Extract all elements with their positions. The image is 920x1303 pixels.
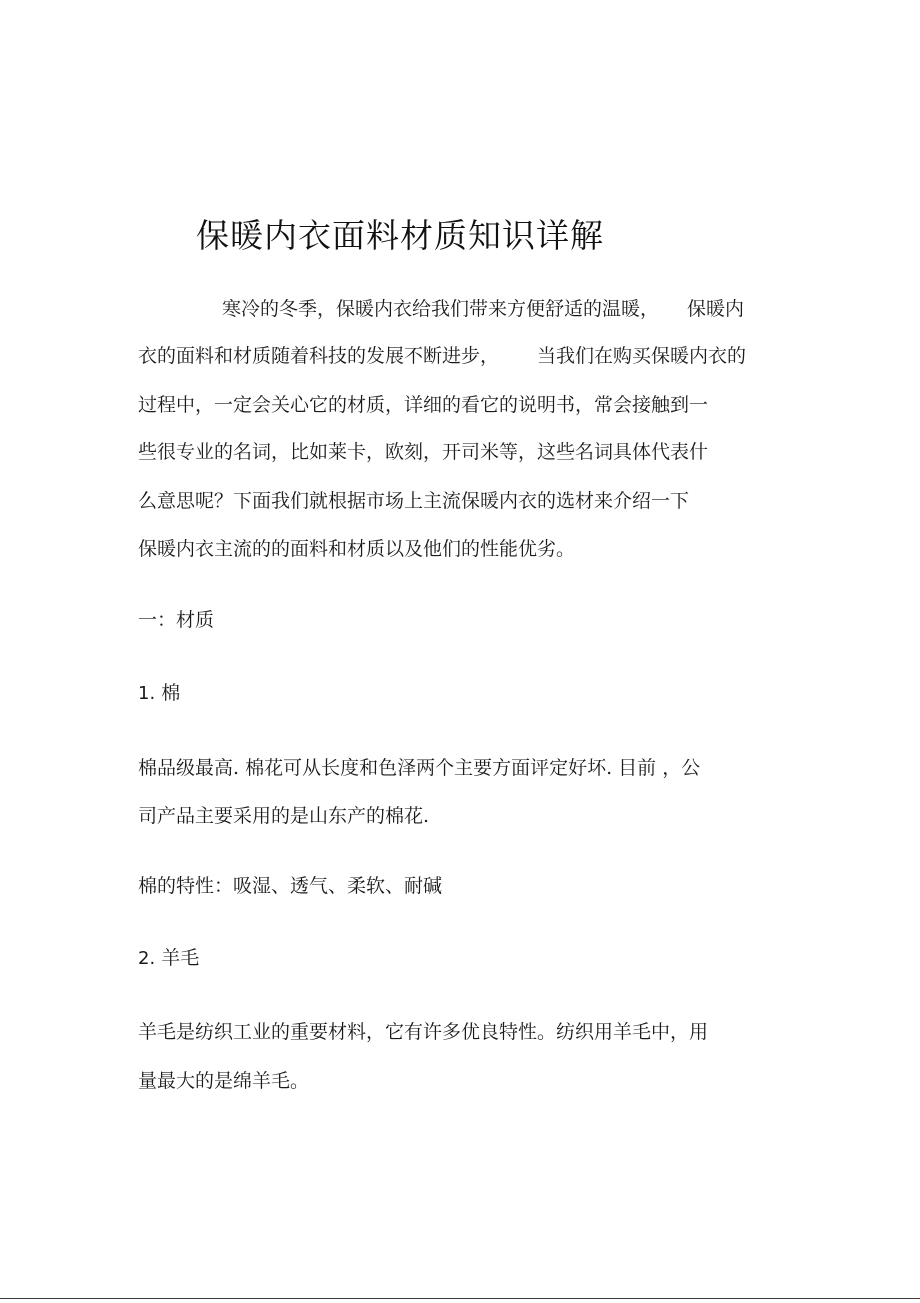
section-heading-materials: 一：材质 — [138, 609, 215, 631]
intro-line-5: 么意思呢？下面我们就根据市场上主流保暖内衣的选材来介绍一下 — [138, 490, 690, 512]
page-bottom-rule — [0, 1298, 920, 1299]
intro-line-4: 些很专业的名词，比如莱卡，欧刻，开司米等，这些名词具体代表什 — [138, 441, 709, 463]
item-number: 2. — [138, 948, 156, 969]
cotton-traits: 棉的特性：吸湿、透气、柔软、耐碱 — [138, 875, 443, 897]
intro-line-1-part-b: 保暖内 — [687, 298, 745, 320]
item-heading-cotton — [138, 680, 180, 707]
wool-desc-line-2: 量最大的是绵羊毛。 — [138, 1070, 310, 1092]
intro-line-6: 保暖内衣主流的的面料和材质以及他们的性能优劣。 — [138, 538, 576, 560]
wool-desc-line-1: 羊毛是纺织工业的重要材料，它有许多优良特性。纺织用羊毛中，用 — [138, 1021, 709, 1043]
intro-line-2-part-b: 当我们在购买保暖内衣的 — [537, 345, 747, 367]
intro-line-2 — [138, 343, 746, 369]
item-name: 棉 — [161, 682, 181, 704]
cotton-desc-line-1: 棉品级最高. 棉花可从长度和色泽两个主要方面评定好坏. 目前 ，公 — [138, 757, 701, 779]
document-title: 保暖内衣面料材质知识详解 — [196, 216, 604, 255]
intro-line-1 — [222, 296, 744, 322]
item-number: 1. — [138, 683, 156, 704]
item-name: 羊毛 — [161, 947, 200, 969]
intro-line-1-part-a: 寒冷的冬季，保暖内衣给我们带来方便舒适的温暖， — [222, 298, 660, 320]
intro-line-3: 过程中，一定会关心它的材质，详细的看它的说明书，常会接触到一 — [138, 394, 709, 416]
intro-line-2-part-a: 衣的面料和材质随着科技的发展不断进步， — [138, 345, 500, 367]
cotton-desc-line-2: 司产品主要采用的是山东产的棉花. — [138, 805, 430, 827]
item-heading-wool — [138, 945, 199, 972]
